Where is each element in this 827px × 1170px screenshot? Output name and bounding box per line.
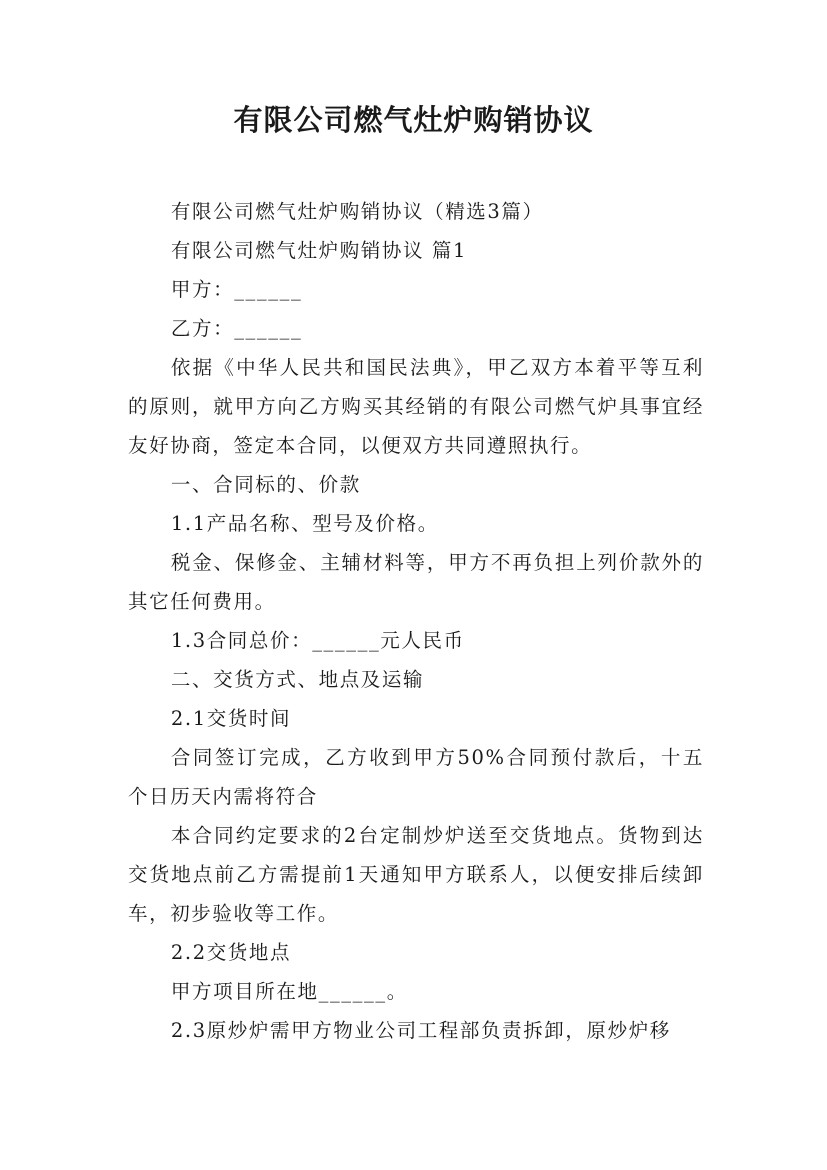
paragraph-clause-heading-2: 二、交货方式、地点及运输 [170, 668, 425, 691]
paragraph-delivery-location: 甲方项目所在地______。 [170, 980, 408, 1003]
document-title: 有限公司燃气灶炉购销协议 [233, 103, 594, 137]
paragraph-clause-2-1: 2.1交货时间 [170, 707, 292, 730]
paragraph-clause-1-3: 1.3合同总价：______元人民币 [170, 629, 465, 652]
paragraph-subtitle: 有限公司燃气灶炉购销协议（精选3篇） [170, 200, 544, 223]
paragraph-party-b: 乙方：______ [170, 317, 303, 340]
paragraph-clause-2-2: 2.2交货地点 [170, 941, 292, 964]
paragraph-clause-heading: 一、合同标的、价款 [170, 473, 361, 496]
paragraph-clause-2-3: 2.3原炒炉需甲方物业公司工程部负责拆卸，原炒炉移 [170, 1019, 671, 1042]
paragraph-preamble: 依据《中华人民共和国民法典》，甲乙双方本着平等互利的原则，就甲方向乙方购买其经销的有限公司燃气炉具事宜经友好协商，签定本合同，以便双方共同遵照执行。 [128, 356, 704, 457]
paragraph-taxes: 税金、保修金、主辅材料等，甲方不再负担上列价款外的其它任何费用。 [128, 551, 704, 613]
paragraph-clause-1-1: 1.1产品名称、型号及价格。 [170, 512, 439, 535]
paragraph-delivery-requirements: 本合同约定要求的2台定制炒炉送至交货地点。货物到达交货地点前乙方需提前1天通知甲方联系人，以便安排后续卸车，初步验收等工作。 [128, 824, 704, 925]
paragraph-party-a: 甲方：______ [170, 278, 303, 301]
document-body [128, 192, 704, 1050]
paragraph-section-heading: 有限公司燃气灶炉购销协议 篇1 [170, 239, 467, 262]
paragraph-delivery-time: 合同签订完成，乙方收到甲方50%合同预付款后，十五个日历天内需将符合 [128, 746, 704, 808]
